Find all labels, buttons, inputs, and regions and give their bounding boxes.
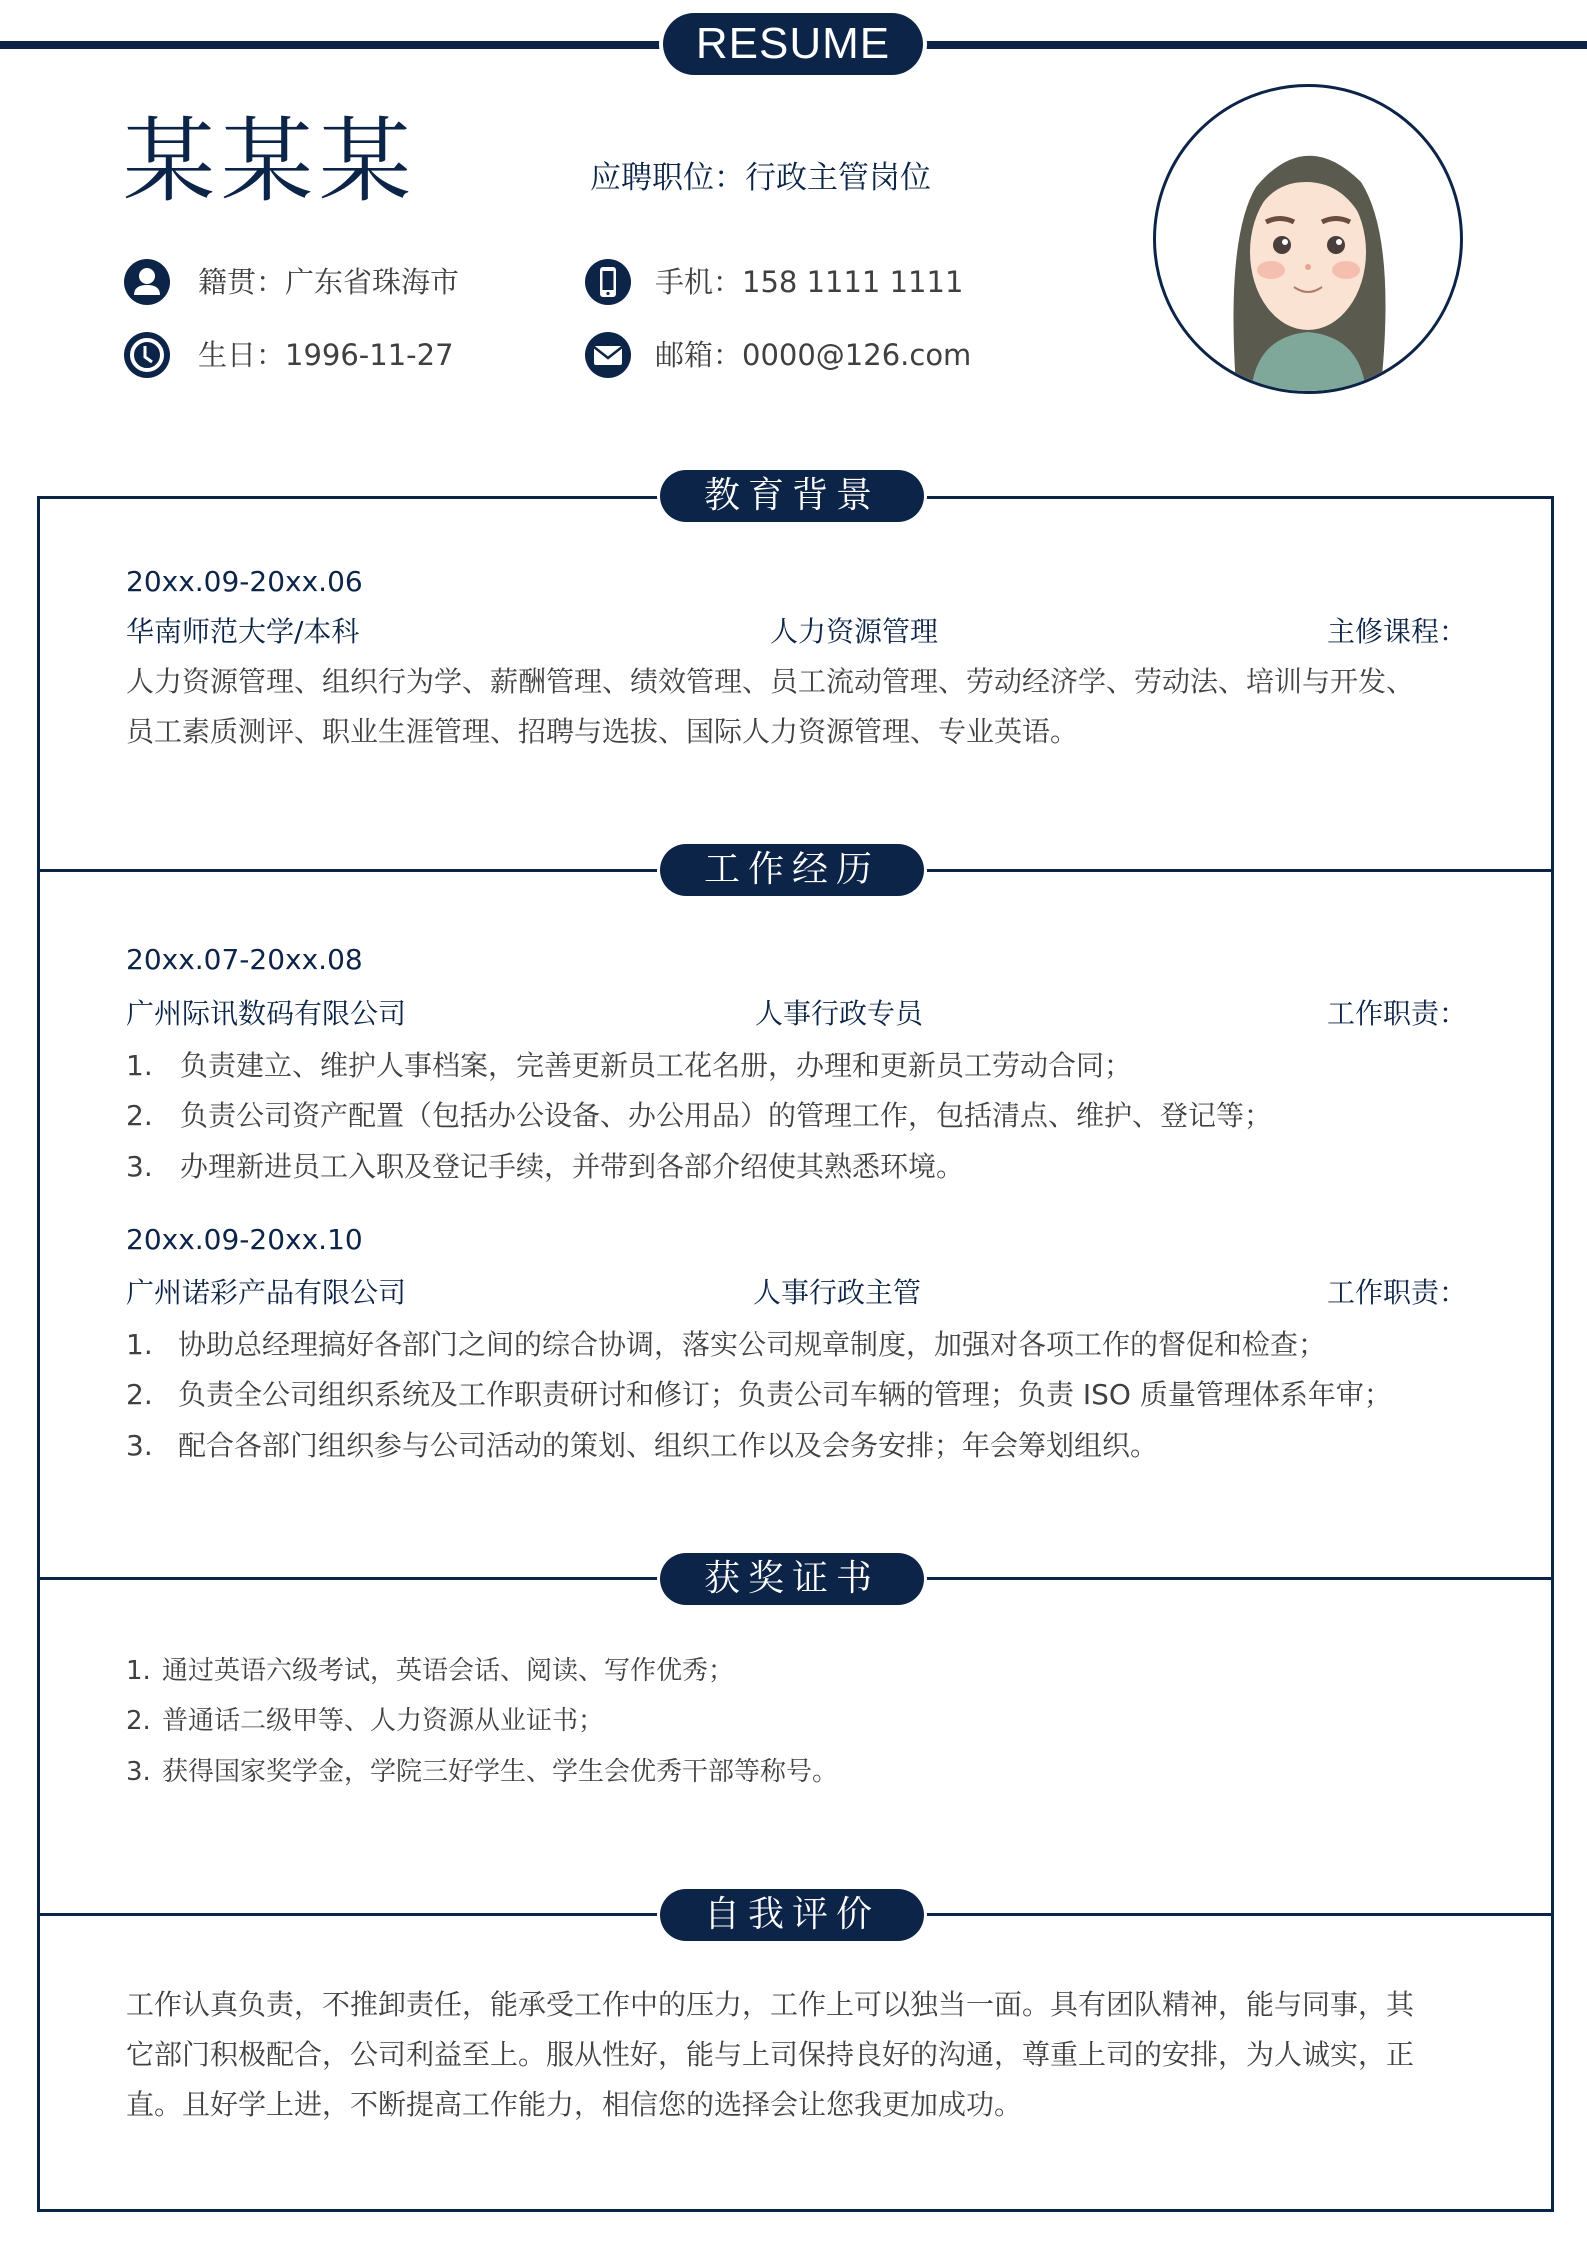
resume-banner: RESUME xyxy=(663,13,923,75)
duty-number: 3. xyxy=(126,1150,153,1183)
duty-text: 配合各部门组织参与公司活动的策划、组织工作以及会务安排；年会筹划组织。 xyxy=(178,1429,1159,1462)
duty-number: 1. xyxy=(126,1328,153,1361)
person-icon xyxy=(124,259,170,305)
duty-number: 3. xyxy=(126,1429,153,1462)
phone-text: 手机：158 1111 1111 xyxy=(655,265,964,299)
award-number: 1. xyxy=(126,1656,151,1686)
self-eval-line: 工作认真负责，不推卸责任，能承受工作中的压力，工作上可以独当一面。具有团队精神，能与同事，其 xyxy=(126,1988,1415,2021)
hometown-text: 籍贯：广东省珠海市 xyxy=(198,265,460,299)
courses-label: 主修课程： xyxy=(1327,615,1468,648)
candidate-name: 某某某 xyxy=(123,108,418,215)
clock-icon xyxy=(124,332,170,378)
job-period: 20xx.09-20xx.10 xyxy=(126,1223,363,1256)
phone-icon xyxy=(585,259,631,305)
duty-text: 负责建立、维护人事档案，完善更新员工花名册，办理和更新员工劳动合同； xyxy=(180,1049,1133,1082)
duty-text: 办理新进员工入职及登记手续，并带到各部介绍使其熟悉环境。 xyxy=(180,1150,965,1183)
duty-number: 1. xyxy=(126,1049,153,1082)
duty-number: 2. xyxy=(126,1378,153,1411)
job-company: 广州际讯数码有限公司 xyxy=(126,997,407,1030)
education-major: 人力资源管理 xyxy=(770,615,939,648)
job-target: 应聘职位：行政主管岗位 xyxy=(590,160,931,196)
avatar xyxy=(1153,84,1463,394)
email-text: 邮箱：0000@126.com xyxy=(655,338,972,372)
award-number: 3. xyxy=(126,1757,151,1787)
award-text: 获得国家奖学金，学院三好学生、学生会优秀干部等称号。 xyxy=(162,1757,839,1787)
education-school: 华南师范大学/本科 xyxy=(126,615,360,648)
award-text: 普通话二级甲等、人力资源从业证书； xyxy=(162,1706,605,1736)
self-eval-line: 直。且好学上进，不断提高工作能力，相信您的选择会让您我更加成功。 xyxy=(126,2088,1023,2121)
education-period: 20xx.09-20xx.06 xyxy=(126,565,363,598)
courses-line: 人力资源管理、组织行为学、薪酬管理、绩效管理、员工流动管理、劳动经济学、劳动法、培训与开发、 xyxy=(126,665,1415,698)
duty-text: 负责公司资产配置（包括办公设备、办公用品）的管理工作，包括清点、维护、登记等； xyxy=(180,1099,1273,1132)
section-title-work: 工作经历 xyxy=(660,844,924,896)
section-title-self-eval: 自我评价 xyxy=(660,1889,924,1941)
mail-icon xyxy=(585,332,631,378)
job-period: 20xx.07-20xx.08 xyxy=(126,943,363,976)
job-company: 广州诺彩产品有限公司 xyxy=(126,1276,407,1309)
courses-line: 员工素质测评、职业生涯管理、招聘与选拔、国际人力资源管理、专业英语。 xyxy=(126,715,1079,748)
self-eval-line: 它部门积极配合，公司利益至上。服从性好，能与上司保持良好的沟通，尊重上司的安排，为人诚实，正 xyxy=(126,2038,1415,2071)
duties-label: 工作职责： xyxy=(1327,1276,1468,1309)
duty-text: 负责全公司组织系统及工作职责研讨和修订；负责公司车辆的管理；负责 ISO 质量管理体系年审； xyxy=(178,1378,1392,1411)
job-position: 人事行政专员 xyxy=(755,997,924,1030)
birthday-text: 生日：1996-11-27 xyxy=(198,338,454,372)
duties-label: 工作职责： xyxy=(1327,997,1468,1030)
duty-number: 2. xyxy=(126,1099,153,1132)
section-title-education: 教育背景 xyxy=(660,470,924,522)
award-number: 2. xyxy=(126,1706,151,1736)
section-title-awards: 获奖证书 xyxy=(660,1553,924,1605)
job-position: 人事行政主管 xyxy=(753,1276,922,1309)
duty-text: 协助总经理搞好各部门之间的综合协调，落实公司规章制度，加强对各项工作的督促和检查； xyxy=(178,1328,1327,1361)
award-text: 通过英语六级考试，英语会话、阅读、写作优秀； xyxy=(162,1656,735,1686)
